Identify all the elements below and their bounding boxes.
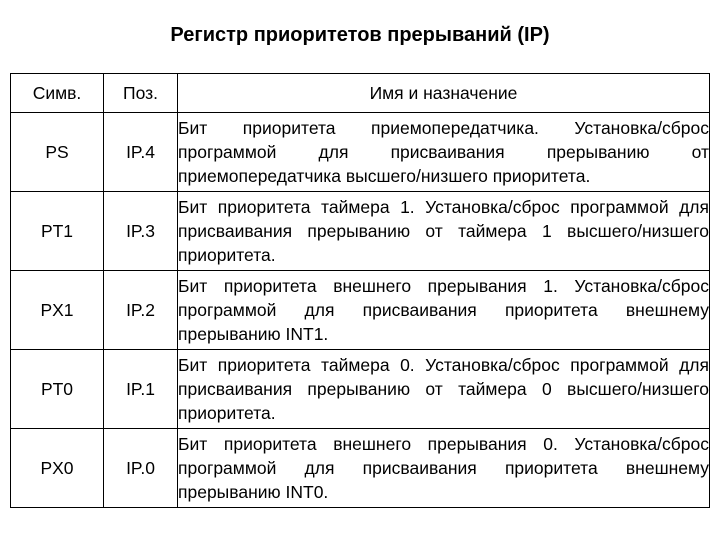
- table-row: [11, 192, 710, 271]
- cell-description: Бит приоритета приемопередатчика. Установка/сброс программой для присваивания прерыванию от приемопередатчика высшего/низшего приоритета.: [178, 113, 710, 192]
- header-position: Поз.: [104, 74, 178, 113]
- header-description: Имя и назначение: [178, 74, 710, 113]
- cell-description: Бит приоритета таймера 0. Установка/сброс программой для присваивания прерыванию от таймера 0 высшего/низшего приоритета.: [178, 350, 710, 429]
- table-row: [11, 350, 710, 429]
- cell-position: IP.2: [104, 271, 178, 350]
- cell-symbol: PT0: [11, 350, 104, 429]
- cell-position: IP.0: [104, 429, 178, 508]
- table-header-row: [11, 74, 710, 113]
- cell-symbol: PS: [11, 113, 104, 192]
- cell-symbol: PX1: [11, 271, 104, 350]
- ip-register-table: [10, 73, 710, 508]
- page-title: Регистр приоритетов прерываний (IP): [170, 24, 550, 46]
- table-row: [11, 113, 710, 192]
- cell-symbol: PT1: [11, 192, 104, 271]
- cell-symbol: PX0: [11, 429, 104, 508]
- table-row: [11, 429, 710, 508]
- cell-description: Бит приоритета таймера 1. Установка/сброс программой для присваивания прерыванию от таймера 1 высшего/низшего приоритета.: [178, 192, 710, 271]
- cell-description: Бит приоритета внешнего прерывания 0. Установка/сброс программой для присваивания приоритета внешнему прерыванию INT0.: [178, 429, 710, 508]
- cell-description: Бит приоритета внешнего прерывания 1. Установка/сброс программой для присваивания приоритета внешнему прерыванию INT1.: [178, 271, 710, 350]
- table-row: [11, 271, 710, 350]
- cell-position: IP.1: [104, 350, 178, 429]
- cell-position: IP.3: [104, 192, 178, 271]
- header-symbol: Симв.: [11, 74, 104, 113]
- cell-position: IP.4: [104, 113, 178, 192]
